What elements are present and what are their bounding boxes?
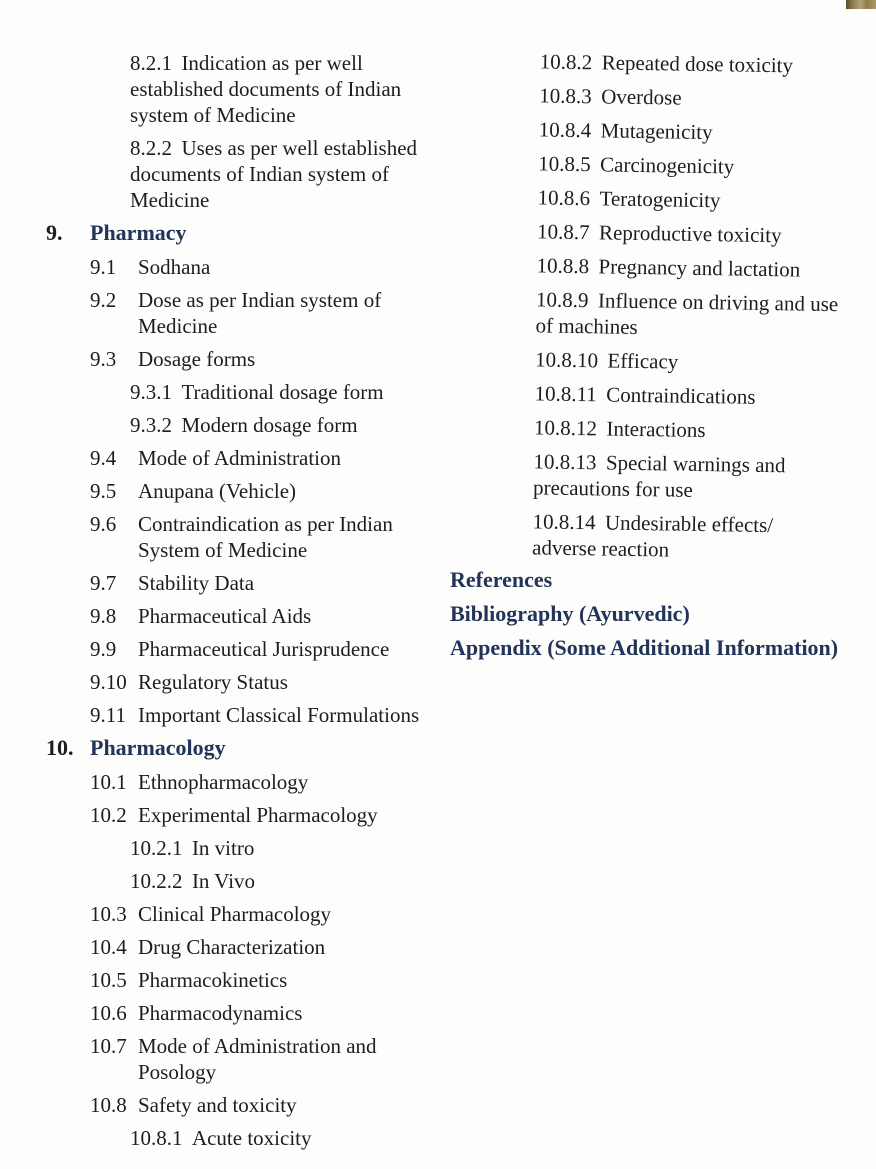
toc-item-10-8-9 [445, 285, 866, 344]
page-corner-photo-fragment [846, 0, 876, 9]
toc-item-9-3-1 [40, 379, 442, 405]
toc-item-text: Mode of Administration and Posology [138, 1034, 377, 1084]
toc-item-9-11 [40, 702, 442, 728]
toc-item-text: Ethnopharmacology [138, 770, 309, 794]
toc-item-number: 10.8.1 [130, 1126, 183, 1150]
toc-item-number: 10.2 [90, 803, 127, 827]
toc-item-10-8-3 [449, 81, 869, 114]
toc-item-text: Pharmacokinetics [138, 968, 288, 992]
toc-item-text: Experimental Pharmacology [138, 803, 378, 827]
toc-item-number: 10.6 [90, 1001, 127, 1025]
toc-item-number: 10.8.8 [536, 253, 590, 279]
toc-item-text: Drug Characterization [138, 935, 326, 959]
toc-item-number: 10.5 [90, 968, 127, 992]
toc-item-9-2 [40, 287, 442, 339]
toc-item-9-3-2 [40, 412, 442, 438]
toc-item-text: Indication as per well established documents of Indian system of Medicine [130, 51, 402, 127]
toc-item-9-1 [40, 254, 442, 280]
toc-item-number: 9.7 [90, 571, 117, 595]
toc-item-10-7 [40, 1033, 442, 1085]
toc-item-8-2-1 [40, 50, 442, 128]
toc-item-number: 9.3.2 [130, 413, 172, 437]
toc-item-number: 10.8.2 [539, 49, 593, 75]
toc-item-text: Acute toxicity [191, 1126, 312, 1150]
toc-item-number: 9.5 [90, 479, 117, 503]
toc-item-10-8-12 [444, 413, 864, 446]
toc-item-text: Efficacy [607, 348, 679, 374]
toc-item-text: Influence on driving and use of machines [535, 288, 839, 339]
toc-item-text: Reproductive toxicity [598, 220, 782, 248]
toc-item-number: 10.8.6 [537, 185, 591, 211]
toc-item-number: 10.3 [90, 902, 127, 926]
toc-item-number: 10.8.13 [533, 449, 597, 475]
back-matter-references: References [450, 567, 553, 592]
toc-item-10-8-8 [446, 251, 866, 284]
toc-item-number: 10.2.1 [130, 836, 183, 860]
toc-item-number: 10.7 [90, 1034, 127, 1058]
toc-item-10-8-13 [443, 447, 864, 506]
toc-section-title: Pharmacology [90, 735, 226, 760]
toc-item-number: 8.2.2 [130, 136, 172, 160]
toc-item-text: In Vivo [191, 869, 256, 893]
toc-item-text: Regulatory Status [138, 670, 288, 694]
toc-section-pharmacy [40, 220, 442, 246]
toc-item-text: Dosage forms [138, 347, 256, 371]
toc-item-10-8-7 [447, 217, 867, 250]
toc-right-column [450, 47, 870, 669]
toc-item-number: 10.8 [90, 1093, 127, 1117]
toc-item-number: 9.6 [90, 512, 117, 536]
toc-item-number: 10.8.9 [535, 287, 589, 313]
toc-item-10-8-14 [442, 507, 863, 566]
toc-item-text: Dose as per Indian system of Medicine [138, 288, 382, 338]
toc-section-number: 10. [46, 735, 74, 760]
toc-item-number: 9.11 [90, 703, 126, 727]
back-matter-appendix: Appendix (Some Additional Information) [450, 635, 839, 660]
toc-item-10-8 [40, 1092, 442, 1118]
toc-item-text: Stability Data [138, 571, 255, 595]
toc-item-text: Overdose [600, 84, 682, 110]
toc-item-number: 9.3.1 [130, 380, 172, 404]
toc-item-text: Mode of Administration [138, 446, 341, 470]
toc-item-10-4 [40, 934, 442, 960]
toc-item-10-8-1 [40, 1125, 442, 1151]
toc-item-text: Pharmaceutical Jurisprudence [138, 637, 390, 661]
toc-item-text: Carcinogenicity [599, 152, 735, 179]
toc-item-number: 9.4 [90, 446, 117, 470]
toc-item-number: 10.1 [90, 770, 127, 794]
toc-item-text: Anupana (Vehicle) [138, 479, 297, 503]
toc-item-number: 9.1 [90, 255, 117, 279]
toc-item-number: 9.8 [90, 604, 117, 628]
toc-item-10-8-5 [448, 149, 868, 182]
toc-item-text: Traditional dosage form [181, 380, 384, 404]
toc-item-9-6 [40, 511, 442, 563]
toc-item-9-10 [40, 669, 442, 695]
toc-section-number: 9. [46, 220, 63, 245]
toc-item-9-7 [40, 570, 442, 596]
toc-item-text: Contraindication as per Indian System of Medicine [138, 512, 393, 562]
toc-item-number: 10.8.7 [536, 219, 590, 245]
toc-item-text: Pharmacodynamics [138, 1001, 303, 1025]
toc-item-text: Repeated dose toxicity [601, 50, 794, 78]
toc-left-column [40, 50, 442, 1158]
toc-item-number: 10.8.14 [532, 509, 596, 535]
toc-item-10-8-11 [444, 379, 864, 412]
toc-item-9-5 [40, 478, 442, 504]
toc-section-pharmacology [40, 735, 442, 761]
toc-item-text: Modern dosage form [181, 413, 358, 437]
toc-item-text: Pregnancy and lactation [598, 254, 801, 282]
toc-item-text: Pharmaceutical Aids [138, 604, 312, 628]
toc-item-number: 9.2 [90, 288, 117, 312]
toc-item-10-6 [40, 1000, 442, 1026]
toc-item-10-8-10 [445, 345, 865, 378]
toc-section-title: Pharmacy [90, 220, 187, 245]
toc-item-number: 8.2.1 [130, 51, 172, 75]
toc-item-10-5 [40, 967, 442, 993]
toc-item-number: 10.8.5 [537, 151, 591, 177]
toc-item-text: In vitro [191, 836, 255, 860]
toc-item-8-2-2 [40, 135, 442, 213]
toc-item-10-3 [40, 901, 442, 927]
toc-item-10-8-2 [450, 47, 870, 80]
toc-item-10-8-4 [449, 115, 869, 148]
toc-item-number: 10.4 [90, 935, 127, 959]
toc-item-text: Mutagenicity [600, 118, 713, 145]
toc-item-10-2-1 [40, 835, 442, 861]
toc-item-number: 9.10 [90, 670, 127, 694]
toc-item-number: 10.2.2 [130, 869, 183, 893]
toc-item-text: Special warnings and precautions for use [532, 450, 786, 502]
back-matter-bibliography: Bibliography (Ayurvedic) [450, 601, 690, 626]
toc-item-9-3 [40, 346, 442, 372]
toc-item-10-2-2 [40, 868, 442, 894]
toc-item-10-2 [40, 802, 442, 828]
toc-item-number: 10.8.4 [538, 117, 592, 143]
toc-item-10-8-6 [447, 183, 867, 216]
toc-item-text: Safety and toxicity [138, 1093, 297, 1117]
toc-item-text: Teratogenicity [599, 186, 721, 213]
toc-item-text: Uses as per well established documents of Indian system of Medicine [130, 136, 418, 212]
toc-item-number: 10.8.10 [534, 347, 599, 373]
toc-right-list [442, 47, 870, 566]
toc-item-text: Clinical Pharmacology [138, 902, 332, 926]
toc-item-number: 10.8.11 [534, 381, 597, 407]
toc-item-number: 10.8.3 [539, 83, 592, 109]
toc-item-9-8 [40, 603, 442, 629]
toc-item-9-9 [40, 636, 442, 662]
toc-item-9-4 [40, 445, 442, 471]
toc-item-text: Important Classical Formulations [138, 703, 420, 727]
toc-item-text: Undesirable effects/ adverse reaction [531, 510, 774, 562]
toc-item-number: 9.3 [90, 347, 117, 371]
toc-item-text: Interactions [606, 416, 706, 443]
toc-item-number: 10.8.12 [533, 415, 598, 441]
toc-item-10-1 [40, 769, 442, 795]
toc-item-number: 9.9 [90, 637, 117, 661]
toc-item-text: Sodhana [138, 255, 211, 279]
toc-item-text: Contraindications [606, 382, 756, 409]
